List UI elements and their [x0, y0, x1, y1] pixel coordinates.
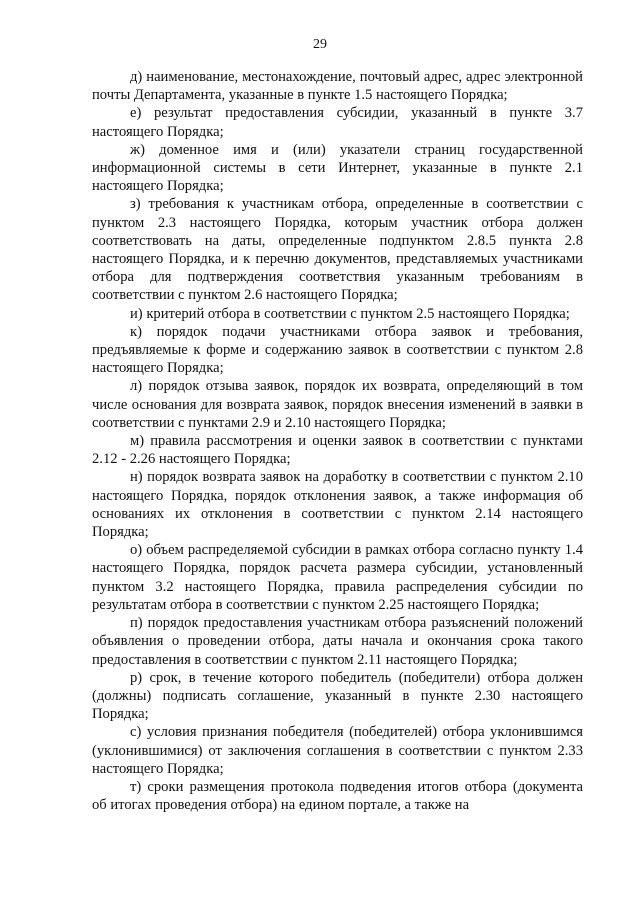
paragraph-e: е) результат предоставления субсидии, указанный в пункте 3.7 настоящего Порядка; [92, 105, 583, 140]
paragraph-l: л) порядок отзыва заявок, порядок их возврата, определяющий в том числе основания для возврата заявок, порядок внесения изменений в заявки в соответствии с пунктами 2.9 и 2.10 настоящего Порядка; [92, 378, 583, 431]
paragraph-zh: ж) доменное имя и (или) указатели страниц государственной информационной системы в сети Интернет, указанные в пункте 2.1 настоящего Порядка; [92, 141, 583, 195]
page-number: 29 [313, 37, 327, 52]
paragraph-d: д) наименование, местонахождение, почтовый адрес, адрес электронной почты Департамента, указанные в пункте 1.5 настоящего Порядка; [92, 69, 583, 104]
paragraph-o: о) объем распределяемой субсидии в рамках отбора согласно пункту 1.4 настоящего Порядка, порядок расчета размера субсидии, установленный пунктом 3.2 настоящего Порядка, правила распределения субсидии по результатам отбора в соответствии с пунктом 2.25 настоящего Порядка; [92, 542, 583, 613]
paragraph-i: и) критерий отбора в соответствии с пунктом 2.5 настоящего Порядка; [130, 305, 570, 322]
paragraph-k: к) порядок подачи участниками отбора заявок и требования, предъявляемые к форме и содержанию заявок в соответствии с пунктом 2.8 настоящего Порядка; [92, 323, 583, 377]
paragraph-p: п) порядок предоставления участникам отбора разъяснений положений объявления о проведении отбора, даты начала и окончания срока такого предоставления в соответствии с пунктом 2.11 настоящего Порядка; [92, 615, 583, 668]
paragraph-n: н) порядок возврата заявок на доработку в соответствии с пунктом 2.10 настоящего Порядка, порядок отклонения заявок, а также информация об основаниях их отклонения в соответствии с пунктом 2.14 настоящего Порядка; [92, 469, 583, 541]
paragraph-m: м) правила рассмотрения и оценки заявок в соответствии с пунктами 2.12 - 2.26 настоящего Порядка; [92, 433, 583, 468]
paragraph-s: с) условия признания победителя (победителей) отбора уклонившимся (уклонившимися) от заключения соглашения в соответствии с пунктом 2.33 настоящего Порядка; [92, 724, 583, 777]
paragraph-t: т) сроки размещения протокола подведения итогов отбора (документа об итогах проведения отбора) на едином портале, а также на [92, 778, 583, 814]
paragraph-r: р) срок, в течение которого победитель (победители) отбора должен (должны) подписать соглашение, указанный в пункте 2.30 настоящего Порядка; [92, 669, 583, 723]
paragraph-z: з) требования к участникам отбора, определенные в соответствии с пунктом 2.3 настоящего Порядка, которым участник отбора должен соответствовать на даты, определенные подпунктом 2.8.5 пункта 2.8 настоящего Порядка, и к перечню документов, представляемых участниками отбора для подтверждения соответствия указанным требованиям в соответствии с пунктом 2.6 настоящего Порядка; [92, 196, 583, 304]
body-text [92, 68, 583, 814]
